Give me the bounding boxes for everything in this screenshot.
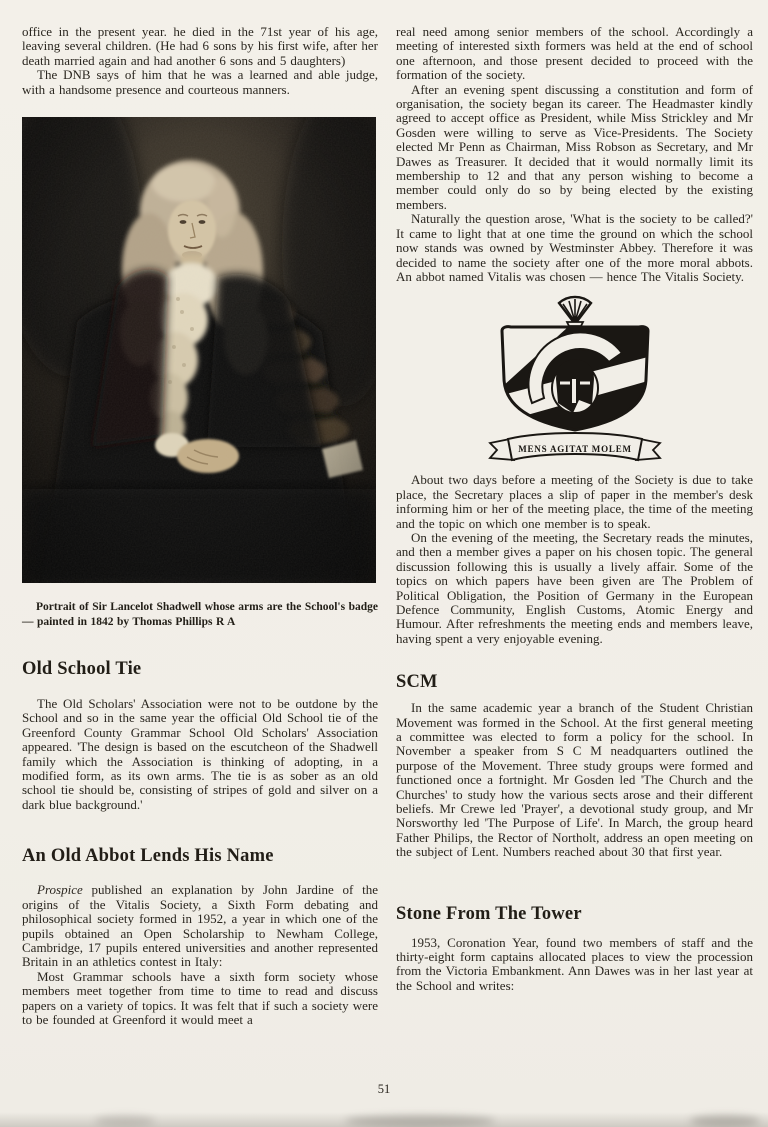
- portrait-caption: Portrait of Sir Lancelot Shadwell whose arms are the School's badge — painted in 1842 by Thomas Phillips R A: [22, 601, 378, 629]
- portrait-painting: [22, 117, 376, 583]
- left-column: [22, 25, 378, 1027]
- heading-scm: SCM: [396, 672, 438, 693]
- paragraph-grammar-schools: Most Grammar schools have a sixth form society whose members meet together from time to time to read and discuss papers on a variety of topics. It was felt that if such a society were to be founded at Greenford it would meet a: [22, 968, 378, 1027]
- scan-smudge: [95, 1115, 155, 1127]
- paragraph-old-school-tie: The Old Scholars' Association were not to be outdone by the School and so in the same year the official Old School tie of the Greenford County Grammar School Old Scholars' Association appeared. 'The design is based on the escutcheon of the Shadwell family which the Association is thinking of adopting, in a modified form, as its own arms. The tie is as sober as an old school tie should be, consisting of stripes of gold and silver on a dark blue background.': [22, 696, 378, 812]
- portrait-image: [22, 117, 376, 583]
- heading-old-school-tie: Old School Tie: [22, 659, 142, 680]
- paragraph-real-need: real need among senior members of the school. Accordingly a meeting of interested sixth formers was held at the end of school one afternoon, and those present decided to proceed with the formation of the society.: [396, 24, 753, 83]
- paragraph-evening-meeting: On the evening of the meeting, the Secretary reads the minutes, and then a member gives a paper on his chosen topic. The general discussion following this is usually a lively affair. Some of the topics on which papers have been given are The Problem of Political Obligation, the Position of Germany in the European Defence Community, English Customs, Atomic Energy and Humour. After refreshments the meeting ends and members leave, having spent a very enjoyable evening.: [396, 529, 753, 646]
- motto-text: MENS AGITAT MOLEM: [517, 444, 632, 455]
- paragraph-dnb: The DNB says of him that he was a learned and able judge, with a handsome presence and courteous manners.: [22, 67, 378, 97]
- paragraph-continuation: office in the present year. he died in the 71st year of his age, leaving several children. (He had 6 sons by his first wife, after her death married again and had another 6 sons and 5 daughters): [22, 24, 378, 68]
- paragraph-about-two-days: About two days before a meeting of the Society is due to take place, the Secretary places a slip of paper in the member's desk informing him or her of the meeting place, the time of the meeting and the topic on which one member is to speak.: [396, 472, 753, 531]
- heading-stone-from-tower: Stone From The Tower: [396, 903, 582, 924]
- prospice-italic: Prospice: [37, 882, 83, 898]
- scallop-shell-icon: [559, 297, 591, 326]
- shield: [498, 323, 652, 435]
- scan-smudge: [690, 1115, 760, 1127]
- paragraph-abbot-rest: published an explanation by John Jardine of the origins of the Vitalis Society, a Sixth Form debating and philosophical society formed in 1952, a year in which one of the pupils obtained an Open Scholarship to Newham College, Cambridge, 17 pupils entered universities and another represented Britain in an athletics contest in Italy:: [22, 882, 378, 970]
- school-crest: [480, 291, 670, 468]
- crest-drawing: [480, 291, 670, 463]
- right-column: [396, 25, 753, 993]
- paragraph-abbot: [22, 883, 378, 969]
- paragraph-scm: In the same academic year a branch of the Student Christian Movement was formed in the School. At the first general meeting a committee was elected to form a policy for the school. In November a speaker from S C M neadquarters outlined the purpose of the Movement. Three study groups were formed and functioned once a fortnight. Mr Gosden led 'The Church and the Churches' to study how the various sects arose and their different beliefs. Mr Crewe led 'Prayer', a devotional study group, and Mr Norsworthy led 'The Purpose of Life'. In March, the group heard Father Philips, the Rector of Northolt, address an open meeting on the subject of Lent. Numbers reached about 30 that first year.: [396, 700, 753, 860]
- heading-old-abbot: An Old Abbot Lends His Name: [22, 846, 274, 867]
- paragraph-evening-constitution: After an evening spent discussing a constitution and form of organisation, the society began its career. The Headmaster kindly agreed to accept office as President, while Miss Strickley and Mr Gosden were willing to serve as Vice-Presidents. The Society elected Mr Penn as Chairman, Miss Robson as Secretary, and Mr Dawes as Treasurer. It decided that it would normally limit its membership to 12 and that any person wishing to become a member could only do so by being elected by the existing members.: [396, 81, 753, 212]
- motto-ribbon: [490, 433, 660, 460]
- scan-smudge: [345, 1115, 495, 1127]
- paragraph-naturally: Naturally the question arose, 'What is the society to be called?' It came to light that at one time the ground on which the school now stands was owned by Westminster Abbey. Therefore it was decided to name the society after one of the more moral abbots. An abbot named Vitalis was chosen — hence The Vitalis Society.: [396, 211, 753, 284]
- paragraph-stone: 1953, Coronation Year, found two members of staff and the thirty-eight form captains allocated places to view the procession from the Victoria Embankment. Ann Dawes was in her last year at the School and writes:: [396, 934, 753, 993]
- page-number: 51: [377, 1082, 391, 1096]
